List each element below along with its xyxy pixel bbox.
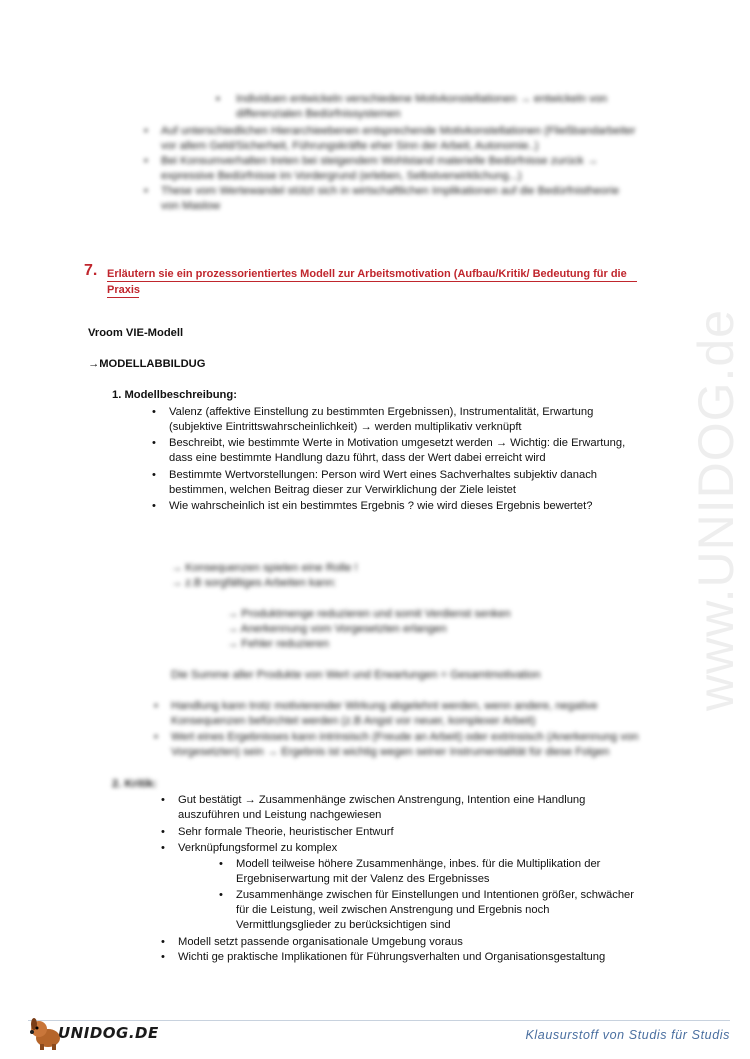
blurred-item-cont: Konsequenzen befürchtet werden (z.B Angst vor neuer, komplexer Arbeit) bbox=[171, 715, 536, 727]
sub-list-item-cont: Ergebniserwartung mit der Valenz des Ergebnisses bbox=[236, 873, 490, 885]
list-item: • Sehr formale Theorie, heuristischer Entwurf bbox=[161, 826, 394, 838]
model-figure-label: →MODELLABBILDUG bbox=[88, 358, 206, 370]
blurred-line: → Produktmenge reduzieren und somit Verdienst senken bbox=[227, 608, 511, 620]
blurred-line: Die Summe aller Produkte von Wert und Erwartungen = Gesamtmotivation bbox=[171, 669, 541, 681]
blurred-item: • Wert eines Ergebnisses kann intrinsisch (Freude an Arbeit) oder extrinsisch (Anerkennung von bbox=[154, 731, 639, 743]
sub-list-item: • Modell teilweise höhere Zusammenhänge, inbes. für die Multiplikation der bbox=[219, 858, 601, 870]
unidog-logo bbox=[26, 1012, 186, 1052]
blurred-item: • These vom Wertewandel stützt sich in wirtschaftlichen Implikationen auf die Bedürfnistheorie bbox=[144, 185, 620, 197]
sub-list-item-cont: Vermittlungsglieder zu berücksichtigen sind bbox=[236, 919, 451, 931]
blurred-item-cont: Vorgesetzten) sein → Ergebnis ist wichtig wegen seiner Instrumentalität für diese Folgen bbox=[171, 746, 610, 758]
section-heading-description: 1. Modellbeschreibung: bbox=[112, 389, 237, 401]
watermark-text: www.UNIDOG.de bbox=[688, 309, 744, 711]
list-item: • Modell setzt passende organisationale Umgebung voraus bbox=[161, 936, 463, 948]
sub-list-item-cont: für die Leistung, weil zwischen Anstrengung und Ergebnis noch bbox=[236, 904, 550, 916]
question-number: 7. bbox=[84, 262, 98, 279]
question-underline bbox=[107, 281, 637, 282]
footer-tagline: Klausurstoff von Studis für Studis bbox=[525, 1028, 730, 1042]
blurred-line: → Fehler reduzieren bbox=[227, 638, 329, 650]
watermark bbox=[686, 280, 746, 740]
logo-text: UNIDOG.DE bbox=[58, 1024, 159, 1042]
question-line-2: Praxis bbox=[107, 284, 141, 296]
blurred-heading: 2. Kritik: bbox=[112, 778, 157, 790]
blurred-item-cont: expressive Bedürfnisse im Vordergrund (erleben, Selbstverwirklichung...) bbox=[161, 170, 522, 182]
blurred-sub-item: ▪ Individuen entwickeln verschiedene Motivkonstellationen → entwickeln von differenzialen Bedürfnissystemen bbox=[216, 93, 608, 120]
list-item: • Bestimmte Wertvorstellungen: Person wird Wert eines Sachverhaltes subjektiv danach bbox=[152, 469, 598, 481]
list-item: • Wie wahrscheinlich ist ein bestimmtes Ergebnis ? wie wird dieses Ergebnis bewertet? bbox=[152, 500, 593, 512]
blurred-line: → Anerkennung vom Vorgesetzten erlangen bbox=[227, 623, 447, 635]
model-title: Vroom VIE-Modell bbox=[88, 327, 184, 339]
blurred-item: • Handlung kann trotz motivierender Wirkung abgelehnt werden, wenn andere, negative bbox=[154, 700, 598, 712]
question-text bbox=[107, 266, 647, 298]
list-item-cont: bestimmen, welchen Beitrag dieser zur Verwirklichung der Ziele leistet bbox=[169, 484, 516, 496]
blurred-item-cont: vor allem Geld/Sicherheit, Führungskräfte eher Sinn der Arbeit, Autonomie..) bbox=[161, 140, 539, 152]
blurred-line: → Konsequenzen spielen eine Rolle ! bbox=[171, 562, 358, 574]
list-item: • Beschreibt, wie bestimmte Werte in Motivation umgesetzt werden → Wichtig: die Erwartung, bbox=[152, 437, 626, 449]
list-item: • Verknüpfungsformel zu komplex bbox=[161, 842, 338, 854]
blurred-line: → z.B sorgfältiges Arbeiten kann: bbox=[171, 577, 337, 589]
question-line-1: Erläutern sie ein prozessorientiertes Modell zur Arbeitsmotivation (Aufbau/Kritik/ Bedeutung für die bbox=[107, 268, 627, 280]
list-item-cont: auszuführen und Leistung nachgewiesen bbox=[178, 809, 382, 821]
blurred-item: • Bei Konsumverhalten treten bei steigendem Wohlstand materielle Bedürfnisse zurück → bbox=[144, 155, 598, 167]
sub-list-item: • Zusammenhänge zwischen für Einstellungen und Intentionen größer, schwächer bbox=[219, 889, 635, 901]
list-item: • Gut bestätigt → Zusammenhänge zwischen Anstrengung, Intention eine Handlung bbox=[161, 794, 586, 806]
blurred-item-cont: von Maslow bbox=[161, 200, 221, 212]
list-item-cont: (subjektive Eintrittswahrscheinlichkeit) → werden multiplikativ verknüpft bbox=[169, 421, 522, 433]
list-item: • Wichti ge praktische Implikationen für Führungsverhalten und Organisationsgestaltung bbox=[161, 951, 606, 963]
list-item: • Valenz (affektive Einstellung zu bestimmten Ergebnissen), Instrumentalität, Erwartung bbox=[152, 406, 594, 418]
question-underline bbox=[107, 297, 139, 298]
list-item-cont: dass eine bestimmte Handlung dazu führt, dass der Wert dabei erreicht wird bbox=[169, 452, 546, 464]
blurred-item: • Auf unterschiedlichen Hierarchieebenen entsprechende Motivkonstellationen (Fließbandarbeiter bbox=[144, 125, 636, 137]
arrow-icon: → bbox=[88, 358, 100, 370]
